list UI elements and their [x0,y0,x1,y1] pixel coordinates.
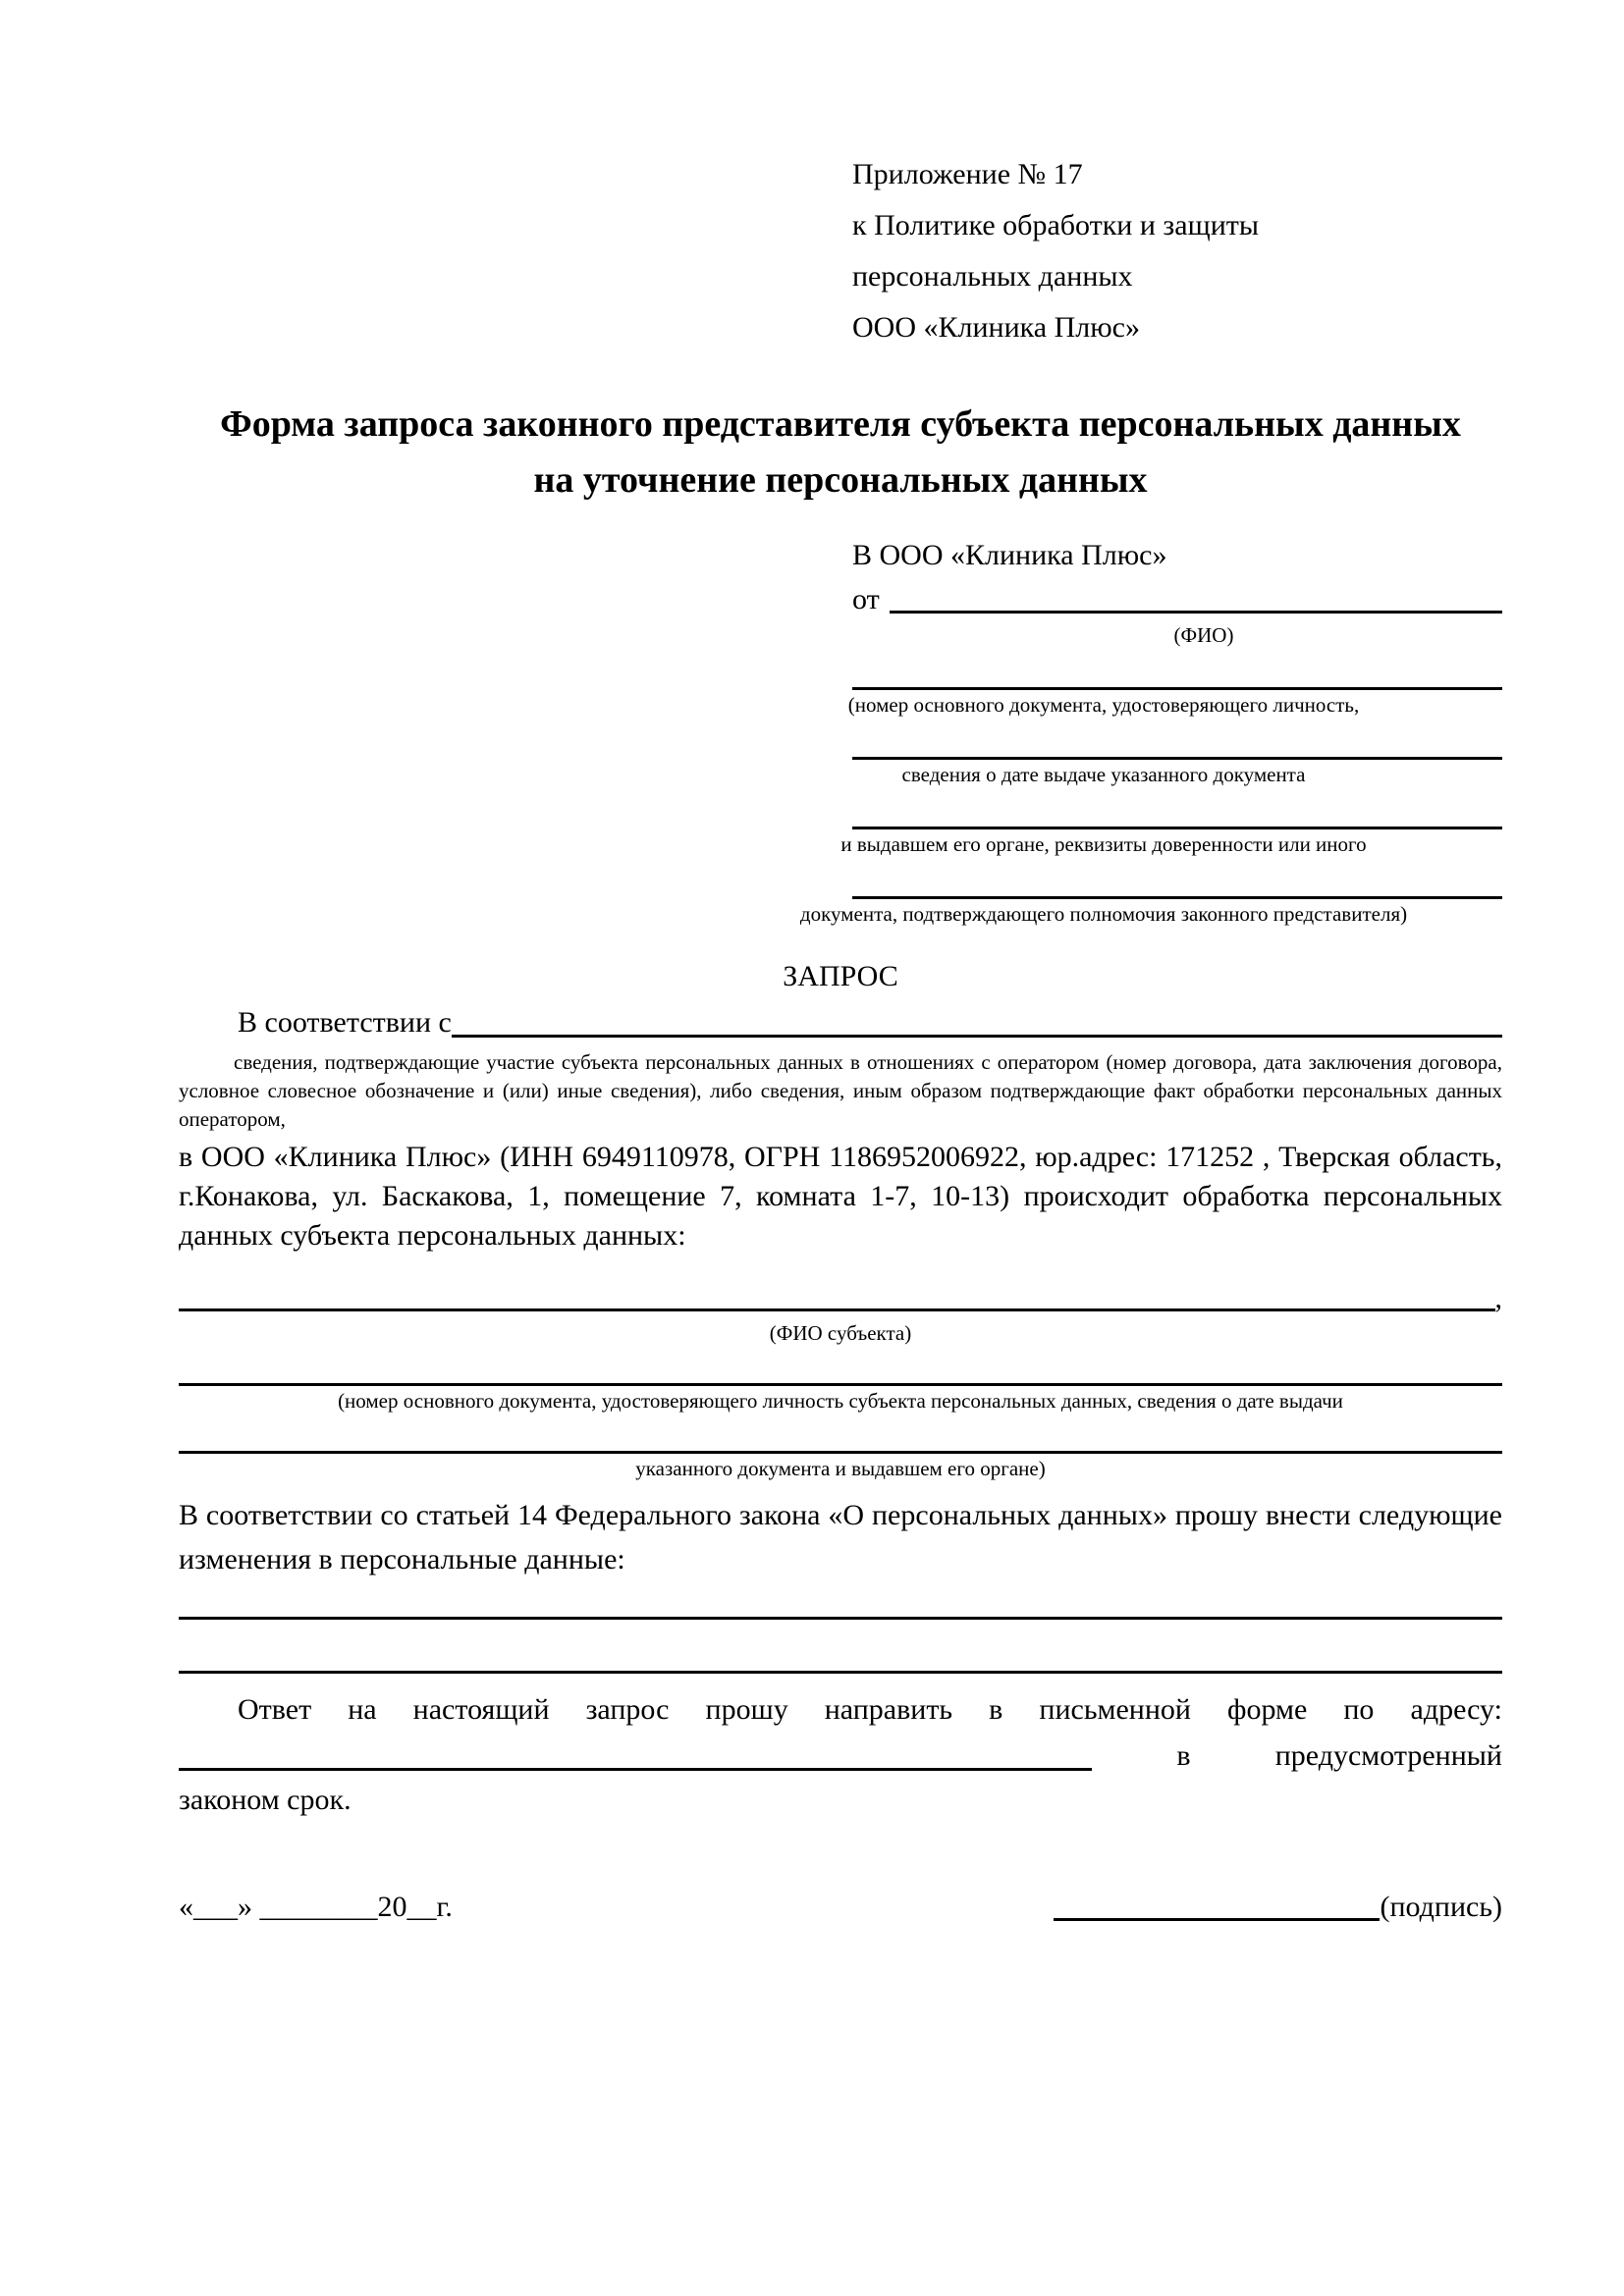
subject-fio-blank-line [179,1308,1495,1311]
document-title-line2: на уточнение персональных данных [533,459,1148,501]
subject-document-blank-line [179,1350,1502,1386]
subject-document-caption1: (номер основного документа, удостоверяющего личность субъекта персональных данных, сведения о дате выдачи [338,1389,1343,1413]
signature-group [1054,1887,1502,1928]
document-number-blank-line [852,650,1502,690]
issuing-authority-caption: и выдавшем его органе, реквизиты доверенности или иного [840,832,1367,856]
amendment-paragraph: В соответствии со статьей 14 Федерального закона «О персональных данных» прошу внести следующие изменения в персональные данные: [179,1499,1502,1575]
signature-caption: (подпись) [1380,1891,1502,1923]
subject-fio-caption: (ФИО субъекта) [769,1321,912,1345]
representative-authority-caption: документа, подтверждающего полномочия законного представителя) [799,902,1408,926]
operator-paragraph: в ООО «Клиника Плюс» (ИНН 6949110978, ОГРН 1186952006922, юр.адрес: 171252 , Тверская область, г.Конакова, ул. Баскакова, 1, помещение 7, комната 1-7, 10-13) происходит обработка персональных данных субъекта персональных данных: [179,1141,1502,1252]
subject-document-caption2: указанного документа и выдавшем его органе) [635,1457,1046,1480]
subject-fio-row [179,1279,1502,1318]
intro-prefix: В соответствии с [238,1006,452,1039]
representative-authority-blank-line [852,859,1502,899]
reply-closing: законом срок. [179,1784,352,1816]
reply-word-v: в [1176,1739,1191,1772]
intro-blank-line [452,1035,1502,1038]
from-blank-line [890,611,1502,614]
fio-caption: (ФИО) [1173,623,1234,647]
subject-fio-line-comma: , [1494,1282,1502,1314]
appendix-policy-line1: к Политике обработки и защиты [852,209,1260,241]
appendix-number: Приложение № 17 [852,158,1083,190]
reply-sentence: Ответ на настоящий запрос прошу направить в письменной форме по адресу: [238,1693,1502,1726]
appendix-policy-line2: персональных данных [852,260,1133,293]
document-title [179,397,1502,508]
subject-document-authority-blank-line [179,1417,1502,1454]
from-label: от [852,583,880,615]
date-line: «___» ________20__г. [179,1891,453,1923]
appendix-organization: ООО «Клиника Плюс» [852,311,1140,344]
request-heading: ЗАПРОС [783,960,898,992]
issue-date-caption: сведения о дате выдаче указанного документа [901,763,1306,786]
signature-row [179,1887,1502,1928]
amendment-blank-line-1 [179,1581,1502,1620]
document-title-line1: Форма запроса законного представителя субъекта персональных данных [220,403,1461,445]
reply-address-blank-line [179,1768,1092,1771]
issue-date-blank-line [852,720,1502,760]
document-number-caption: (номер основного документа, удостоверяющего личность, [847,693,1360,717]
reply-word-predusmotrenny: предусмотренный [1274,1739,1502,1772]
reply-address-row [179,1734,1502,1778]
appendix-header [852,149,1502,353]
signature-blank-line [1054,1918,1380,1921]
footnote-paragraph: сведения, подтверждающие участие субъекта персональных данных в отношениях с оператором (номер договора, дата заключения договора, условное словесное обозначение и (или) иные сведения), либо сведения, иным образом подтверждающие факт обработки персональных данных оператором, [179,1050,1502,1131]
amendment-blank-line-2 [179,1620,1502,1674]
from-row [852,579,1502,620]
issuing-authority-blank-line [852,789,1502,829]
addressee-organization: В ООО «Клиника Плюс» [852,539,1167,571]
intro-row [179,1001,1502,1044]
addressee-block [799,534,1502,929]
